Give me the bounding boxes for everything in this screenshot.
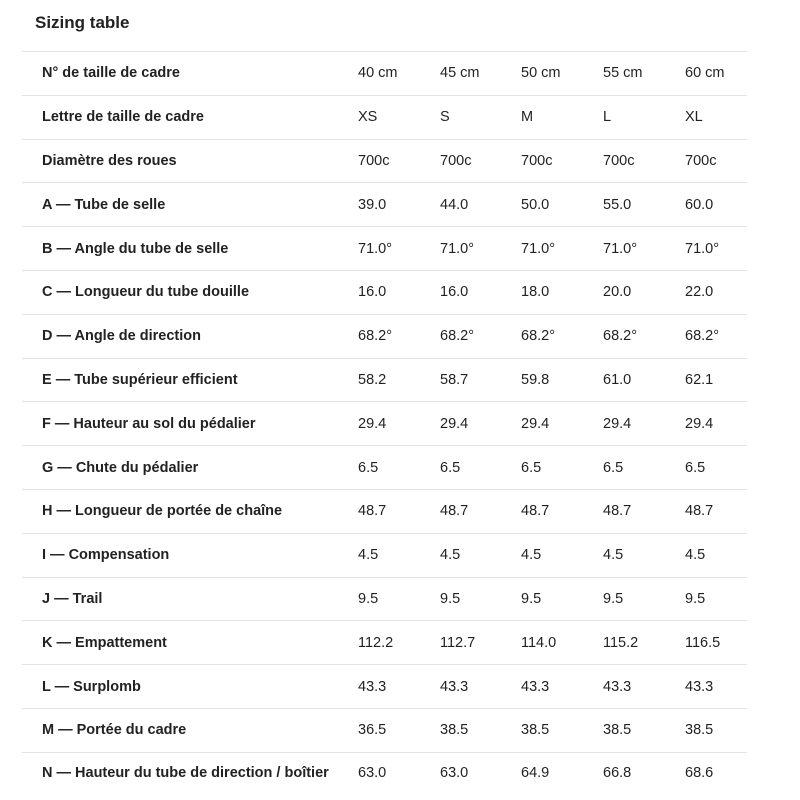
table-cell: 4.5 [440,547,461,564]
table-cell: 68.6 [685,765,714,781]
table-cell: 4.5 [521,547,542,564]
row-label: E — Tube supérieur efficient [42,371,238,388]
table-row [22,358,747,402]
table-row [22,489,747,533]
table-cell: 45 cm [440,65,480,82]
table-cell: 29.4 [685,415,714,432]
table-cell: 68.2° [521,328,556,345]
row-label: Diamètre des roues [42,152,177,169]
row-label: F — Hauteur au sol du pédalier [42,415,256,432]
table-cell: 29.4 [440,415,469,432]
row-label: H — Longueur de portée de chaîne [42,503,283,520]
table-row [22,314,747,358]
row-label: I — Compensation [42,547,170,564]
table-cell: 60 cm [685,65,725,82]
table-row [22,183,747,227]
table-cell: 63.0 [358,765,387,781]
row-label: A — Tube de selle [42,196,166,213]
table-cell: 60.0 [685,196,714,213]
table-cell: 114.0 [521,634,557,651]
row-label: L — Surplomb [42,678,141,695]
row-label: Lettre de taille de cadre [42,109,204,126]
table-row [22,95,747,139]
row-label: N — Hauteur du tube de direction / boîtier [42,765,329,781]
table-cell: 700c [358,152,390,169]
table-cell: 61.0 [603,371,632,388]
table-cell: 6.5 [521,459,542,476]
table-cell: 55.0 [603,196,632,213]
table-row [22,577,747,621]
table-cell: 9.5 [440,590,461,607]
table-cell: 48.7 [440,503,469,520]
table-cell: XL [685,109,703,126]
table-cell: 64.9 [521,765,550,781]
table-cell: 44.0 [440,196,469,213]
table-cell: 112.7 [440,634,476,651]
table-cell: 29.4 [521,415,550,432]
table-cell: 116.5 [685,634,721,651]
table-cell: 6.5 [440,459,461,476]
table-cell: 50.0 [521,196,550,213]
table-cell: 115.2 [603,634,639,651]
table-cell: 9.5 [358,590,379,607]
sizing-table-body [22,52,747,794]
table-cell: 700c [521,152,553,169]
table-cell: 71.0° [685,240,720,257]
table-cell: 68.2° [440,328,475,345]
page-title: Sizing table [35,13,130,32]
table-cell: 9.5 [603,590,624,607]
table-cell: 48.7 [358,503,387,520]
table-cell: 68.2° [358,328,393,345]
table-cell: 48.7 [685,503,714,520]
table-cell: 38.5 [603,722,632,739]
table-cell: 48.7 [603,503,632,520]
table-cell: 68.2° [603,328,638,345]
table-row [22,52,747,96]
table-cell: XS [358,109,378,126]
table-cell: 700c [440,152,472,169]
sizing-table [22,51,747,793]
row-label: M — Portée du cadre [42,722,187,739]
table-cell: M [521,109,534,126]
table-row [22,665,747,709]
table-cell: 59.8 [521,371,550,388]
table-cell: 18.0 [521,284,550,301]
table-row [22,708,747,752]
row-label: J — Trail [42,590,103,607]
table-cell: 68.2° [685,328,720,345]
table-cell: 43.3 [521,678,550,695]
table-row [22,139,747,183]
table-cell: 48.7 [521,503,550,520]
table-row [22,402,747,446]
table-cell: 38.5 [440,722,469,739]
table-cell: 62.1 [685,371,714,388]
table-row [22,752,747,793]
table-cell: 71.0° [358,240,393,257]
row-label: G — Chute du pédalier [42,459,199,476]
table-cell: 4.5 [685,547,706,564]
table-cell: 22.0 [685,284,714,301]
table-cell: 38.5 [685,722,714,739]
table-cell: 55 cm [603,65,643,82]
table-cell: S [440,109,450,126]
row-label: D — Angle de direction [42,328,201,345]
table-cell: 43.3 [603,678,632,695]
table-cell: 700c [685,152,717,169]
table-cell: 700c [603,152,635,169]
table-cell: 43.3 [685,678,714,695]
table-cell: 16.0 [358,284,387,301]
row-label: B — Angle du tube de selle [42,240,229,257]
table-row [22,446,747,490]
table-cell: 43.3 [358,678,387,695]
table-cell: 9.5 [685,590,706,607]
table-cell: 16.0 [440,284,469,301]
row-label: C — Longueur du tube douille [42,284,250,301]
table-cell: 20.0 [603,284,632,301]
sizing-table-container [22,51,747,793]
table-cell: 29.4 [603,415,632,432]
table-row [22,533,747,577]
table-row [22,270,747,314]
table-cell: 6.5 [358,459,379,476]
table-cell: 40 cm [358,65,398,82]
table-cell: 71.0° [521,240,556,257]
row-label: K — Empattement [42,634,167,651]
table-cell: 4.5 [358,547,379,564]
table-cell: 66.8 [603,765,632,781]
table-cell: 4.5 [603,547,624,564]
table-row [22,621,747,665]
table-cell: 39.0 [358,196,387,213]
table-cell: 112.2 [358,634,394,651]
table-cell: 63.0 [440,765,469,781]
table-cell: 29.4 [358,415,387,432]
table-cell: 9.5 [521,590,542,607]
table-cell: 6.5 [685,459,706,476]
table-cell: 36.5 [358,722,387,739]
row-label: N° de taille de cadre [42,65,180,82]
table-cell: 71.0° [603,240,638,257]
table-cell: L [603,109,612,126]
table-row [22,227,747,271]
table-cell: 38.5 [521,722,550,739]
table-cell: 58.7 [440,371,469,388]
table-cell: 50 cm [521,65,561,82]
table-cell: 58.2 [358,371,387,388]
table-cell: 6.5 [603,459,624,476]
table-cell: 71.0° [440,240,475,257]
table-cell: 43.3 [440,678,469,695]
